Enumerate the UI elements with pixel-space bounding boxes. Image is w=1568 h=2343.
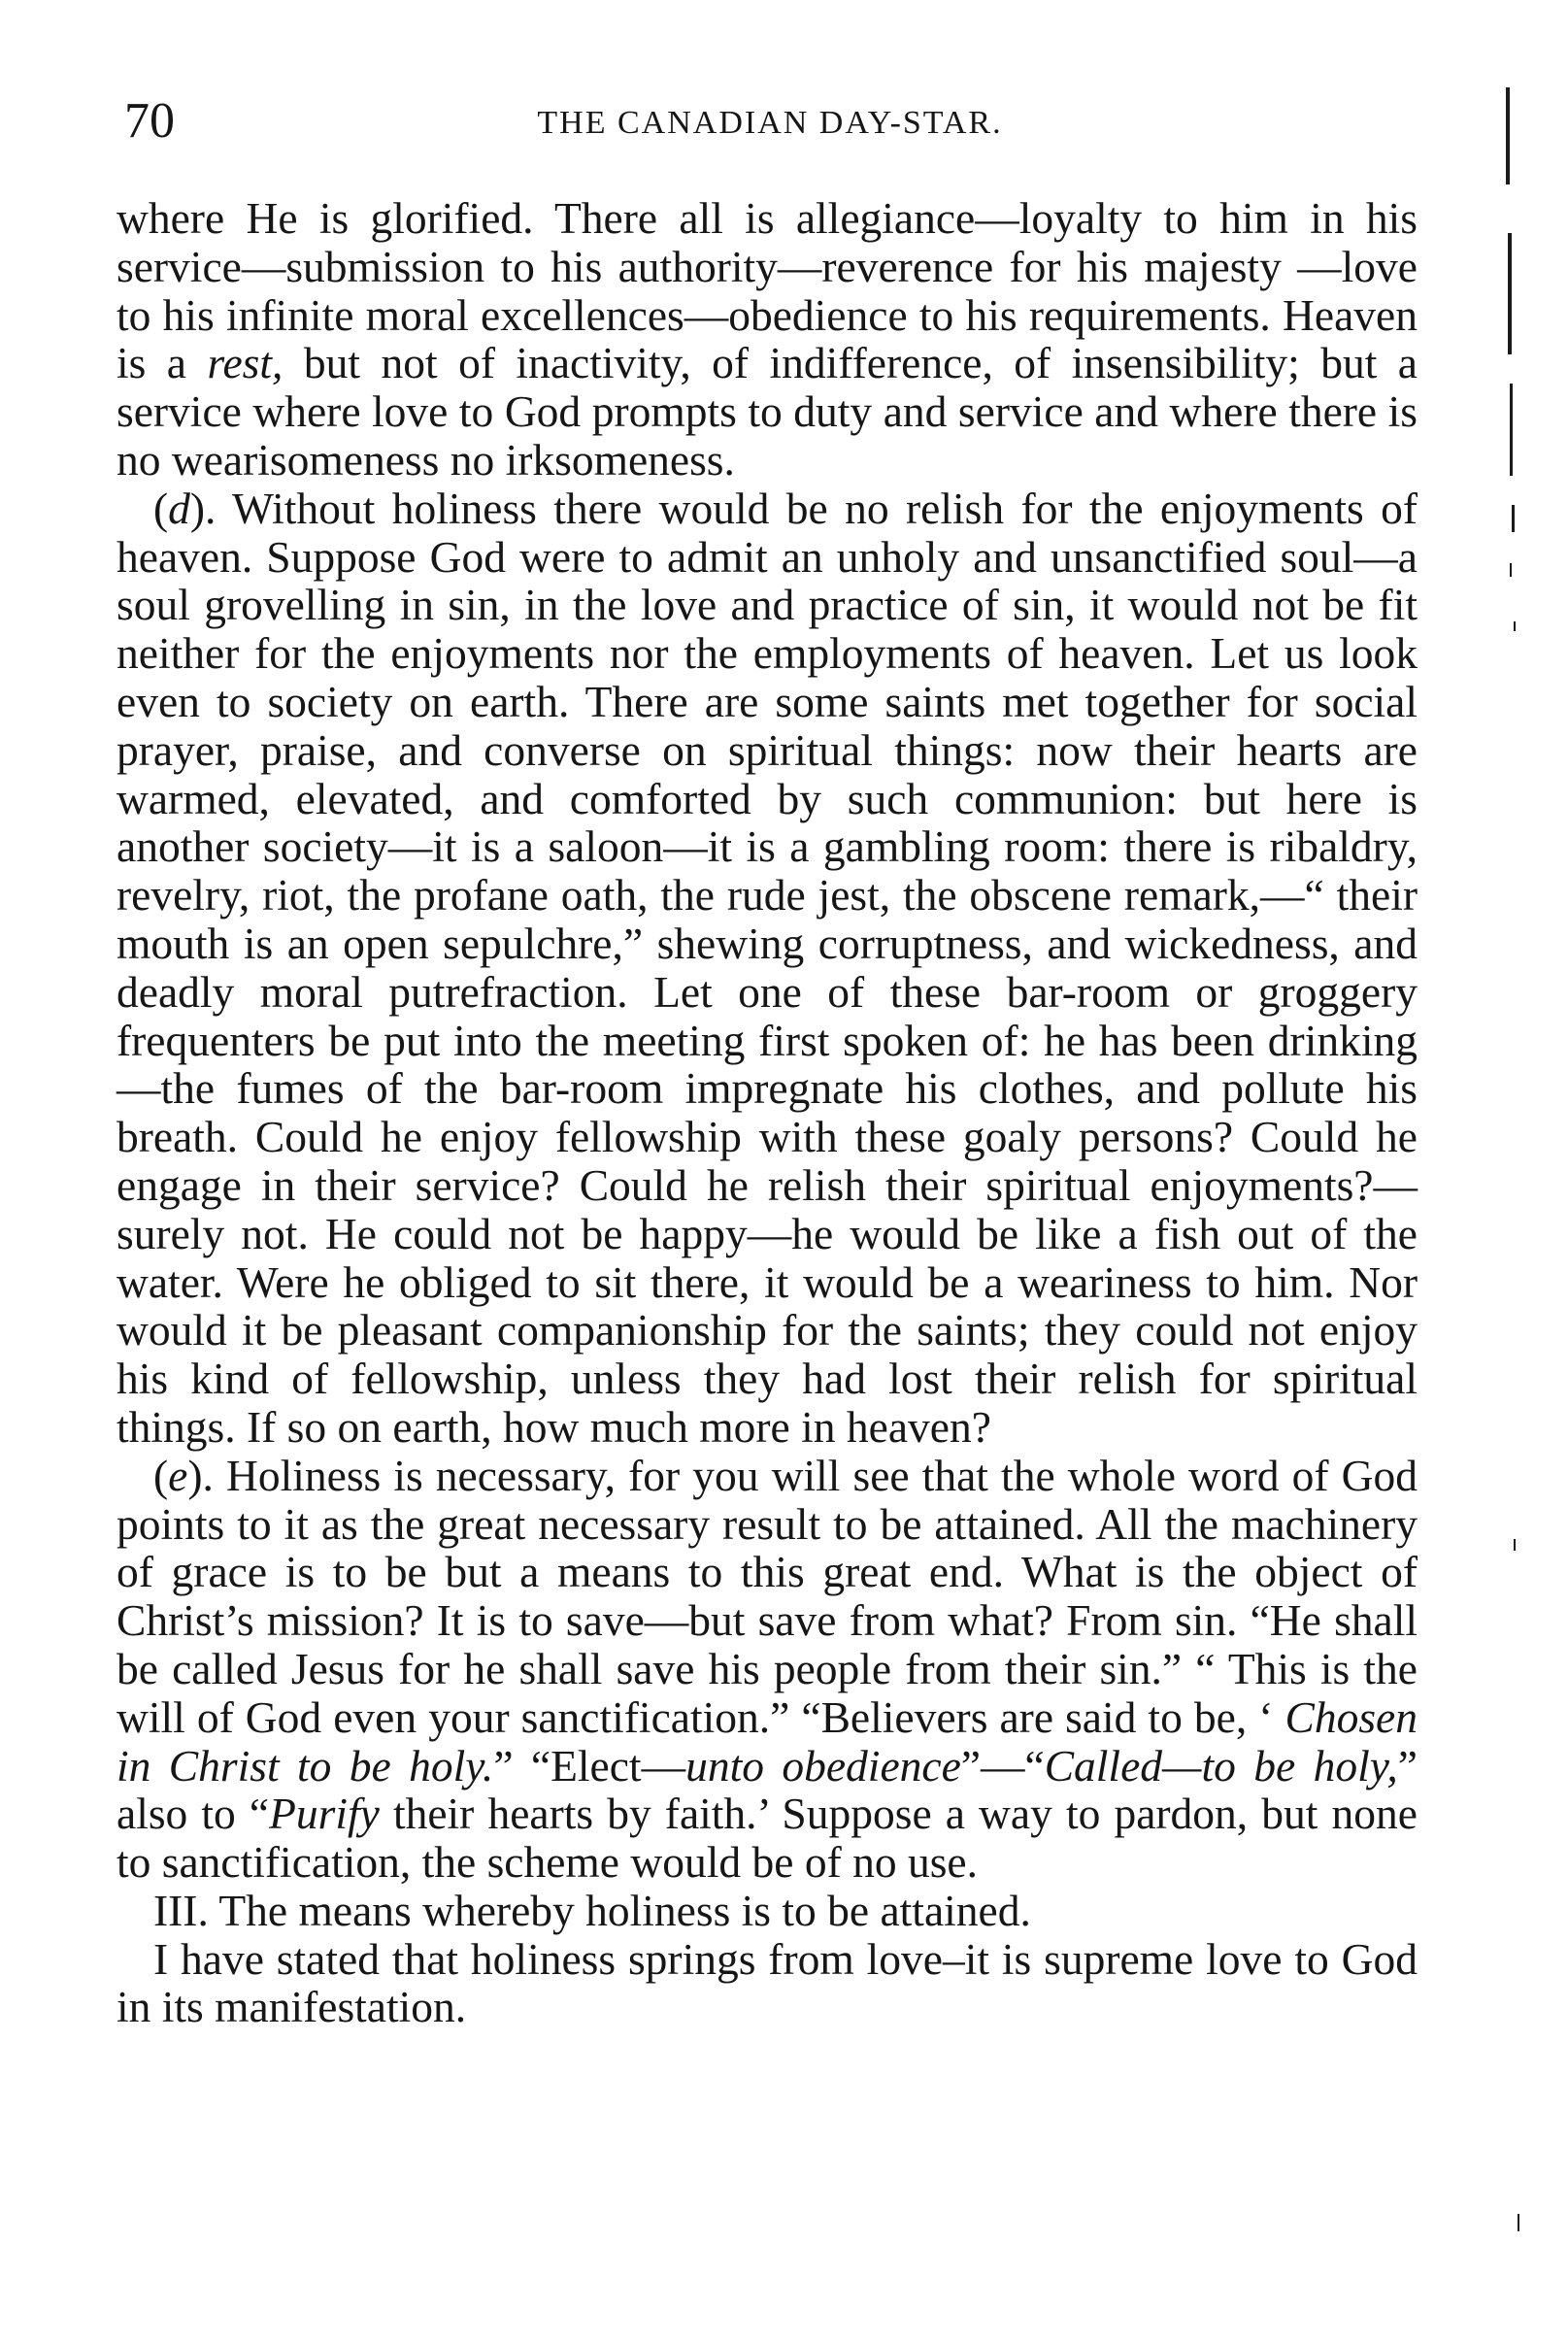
text-run: ” “Elect— xyxy=(493,1740,686,1791)
text-run: ). Without holiness there would be no relish for the enjoyments of heaven. Suppose God were to admit an unholy and unsanctified soul—a soul grovelling in sin, in the love and practice of sin, it would not be fit neither for the enjoyments nor the employments of heaven. Let us look even to society on earth. There are some saints met together for social prayer, praise, and converse on spiritual things: now their hearts are warmed, elevated, and comforted by such communion: but here is another society—it is a saloon—it is a gambling room: there is ribaldry, revelry, riot, the profane oath, the rude jest, the obscene remark,—“ their mouth is an open sepulchre,” shewing corruptness, and wickedness, and deadly moral putrefraction. Let one of these bar-room or groggery frequenters be put into the meeting first spoken of: he has been drinking—the fumes of the bar-room impregnate his clothes, and pollute his breath. Could he enjoy fellowship with these goaly persons? Could he engage in their service? Could he relish their spiritual enjoyments?—surely not. He could not be happy—he would be like a fish out of the water. Were he obliged to sit there, it would be a weariness to him. Nor would it be pleasant companionship for the saints; they could not enjoy his kind of fellowship, unless they had lost their relish for spiritual things. If so on earth, how much more in heaven? xyxy=(117,483,1418,1452)
edge-mark xyxy=(1514,621,1516,631)
text-run: where He is glorified. There all is allegiance—loyalty to him in his service—submission to his authority—reverence for his majesty —love to his infinite moral excellences—obedience to his requirements. Heaven is a xyxy=(117,193,1418,388)
text-run: ” also to “ xyxy=(117,1740,1418,1839)
edge-mark xyxy=(1510,563,1512,577)
edge-mark xyxy=(1506,87,1510,184)
text-run: ( xyxy=(153,1450,169,1500)
text-run: but not of inactivity, of indifference, of insensibility; but a service where love to God prompts to duty and service and where there is no wearisomeness no irksomeness. xyxy=(117,338,1418,485)
page-header xyxy=(124,92,1416,160)
text-run: I have stated that holiness springs from love–it is supreme love to God in its manifestation. xyxy=(117,1933,1418,2032)
text-run: ). Holiness is necessary, for you will see that the whole word of God points to it as the great necessary result to be attained. All the machinery of grace is to be but a means to this great end. What is the object of Christ’s mission? It is to save—but save from what? From sin. “He shall be called Jesus for he shall save his people from their sin.” “ This is the will of God even your sanctification.” “Believers are said to be, ‘ xyxy=(117,1450,1418,1742)
paragraph xyxy=(117,194,1418,485)
page-number: 70 xyxy=(124,93,175,149)
edge-mark xyxy=(1512,505,1515,532)
edge-mark xyxy=(1508,233,1512,354)
text-run: ( xyxy=(153,483,169,533)
edge-mark xyxy=(1514,1539,1516,1551)
paragraph xyxy=(117,485,1418,1452)
paragraph xyxy=(117,1935,1418,2032)
italic-text: d xyxy=(168,483,190,533)
paragraph xyxy=(117,1452,1418,1887)
text-run: III. The means whereby holiness is to be attained. xyxy=(153,1885,1031,1935)
italic-text: Chosen in Christ to be holy. xyxy=(117,1691,1418,1791)
text-run: their hearts by faith.’ Suppose a way to pardon, but none to sanctification, the scheme would be of no use. xyxy=(117,1789,1418,1888)
italic-text: unto obedience xyxy=(685,1740,961,1791)
italic-text: Called—to be holy, xyxy=(1044,1740,1398,1791)
page-edge-marks xyxy=(1500,78,1558,2311)
running-title: THE CANADIAN DAY-STAR. xyxy=(537,105,1003,141)
italic-text: Purify xyxy=(269,1789,380,1839)
paragraph xyxy=(117,1887,1418,1935)
article-body xyxy=(117,194,1418,2031)
italic-text: e xyxy=(168,1450,188,1500)
italic-text: rest, xyxy=(207,338,284,388)
text-run: ”—“ xyxy=(960,1740,1045,1791)
edge-mark xyxy=(1510,384,1513,476)
edge-mark xyxy=(1518,2214,1519,2231)
